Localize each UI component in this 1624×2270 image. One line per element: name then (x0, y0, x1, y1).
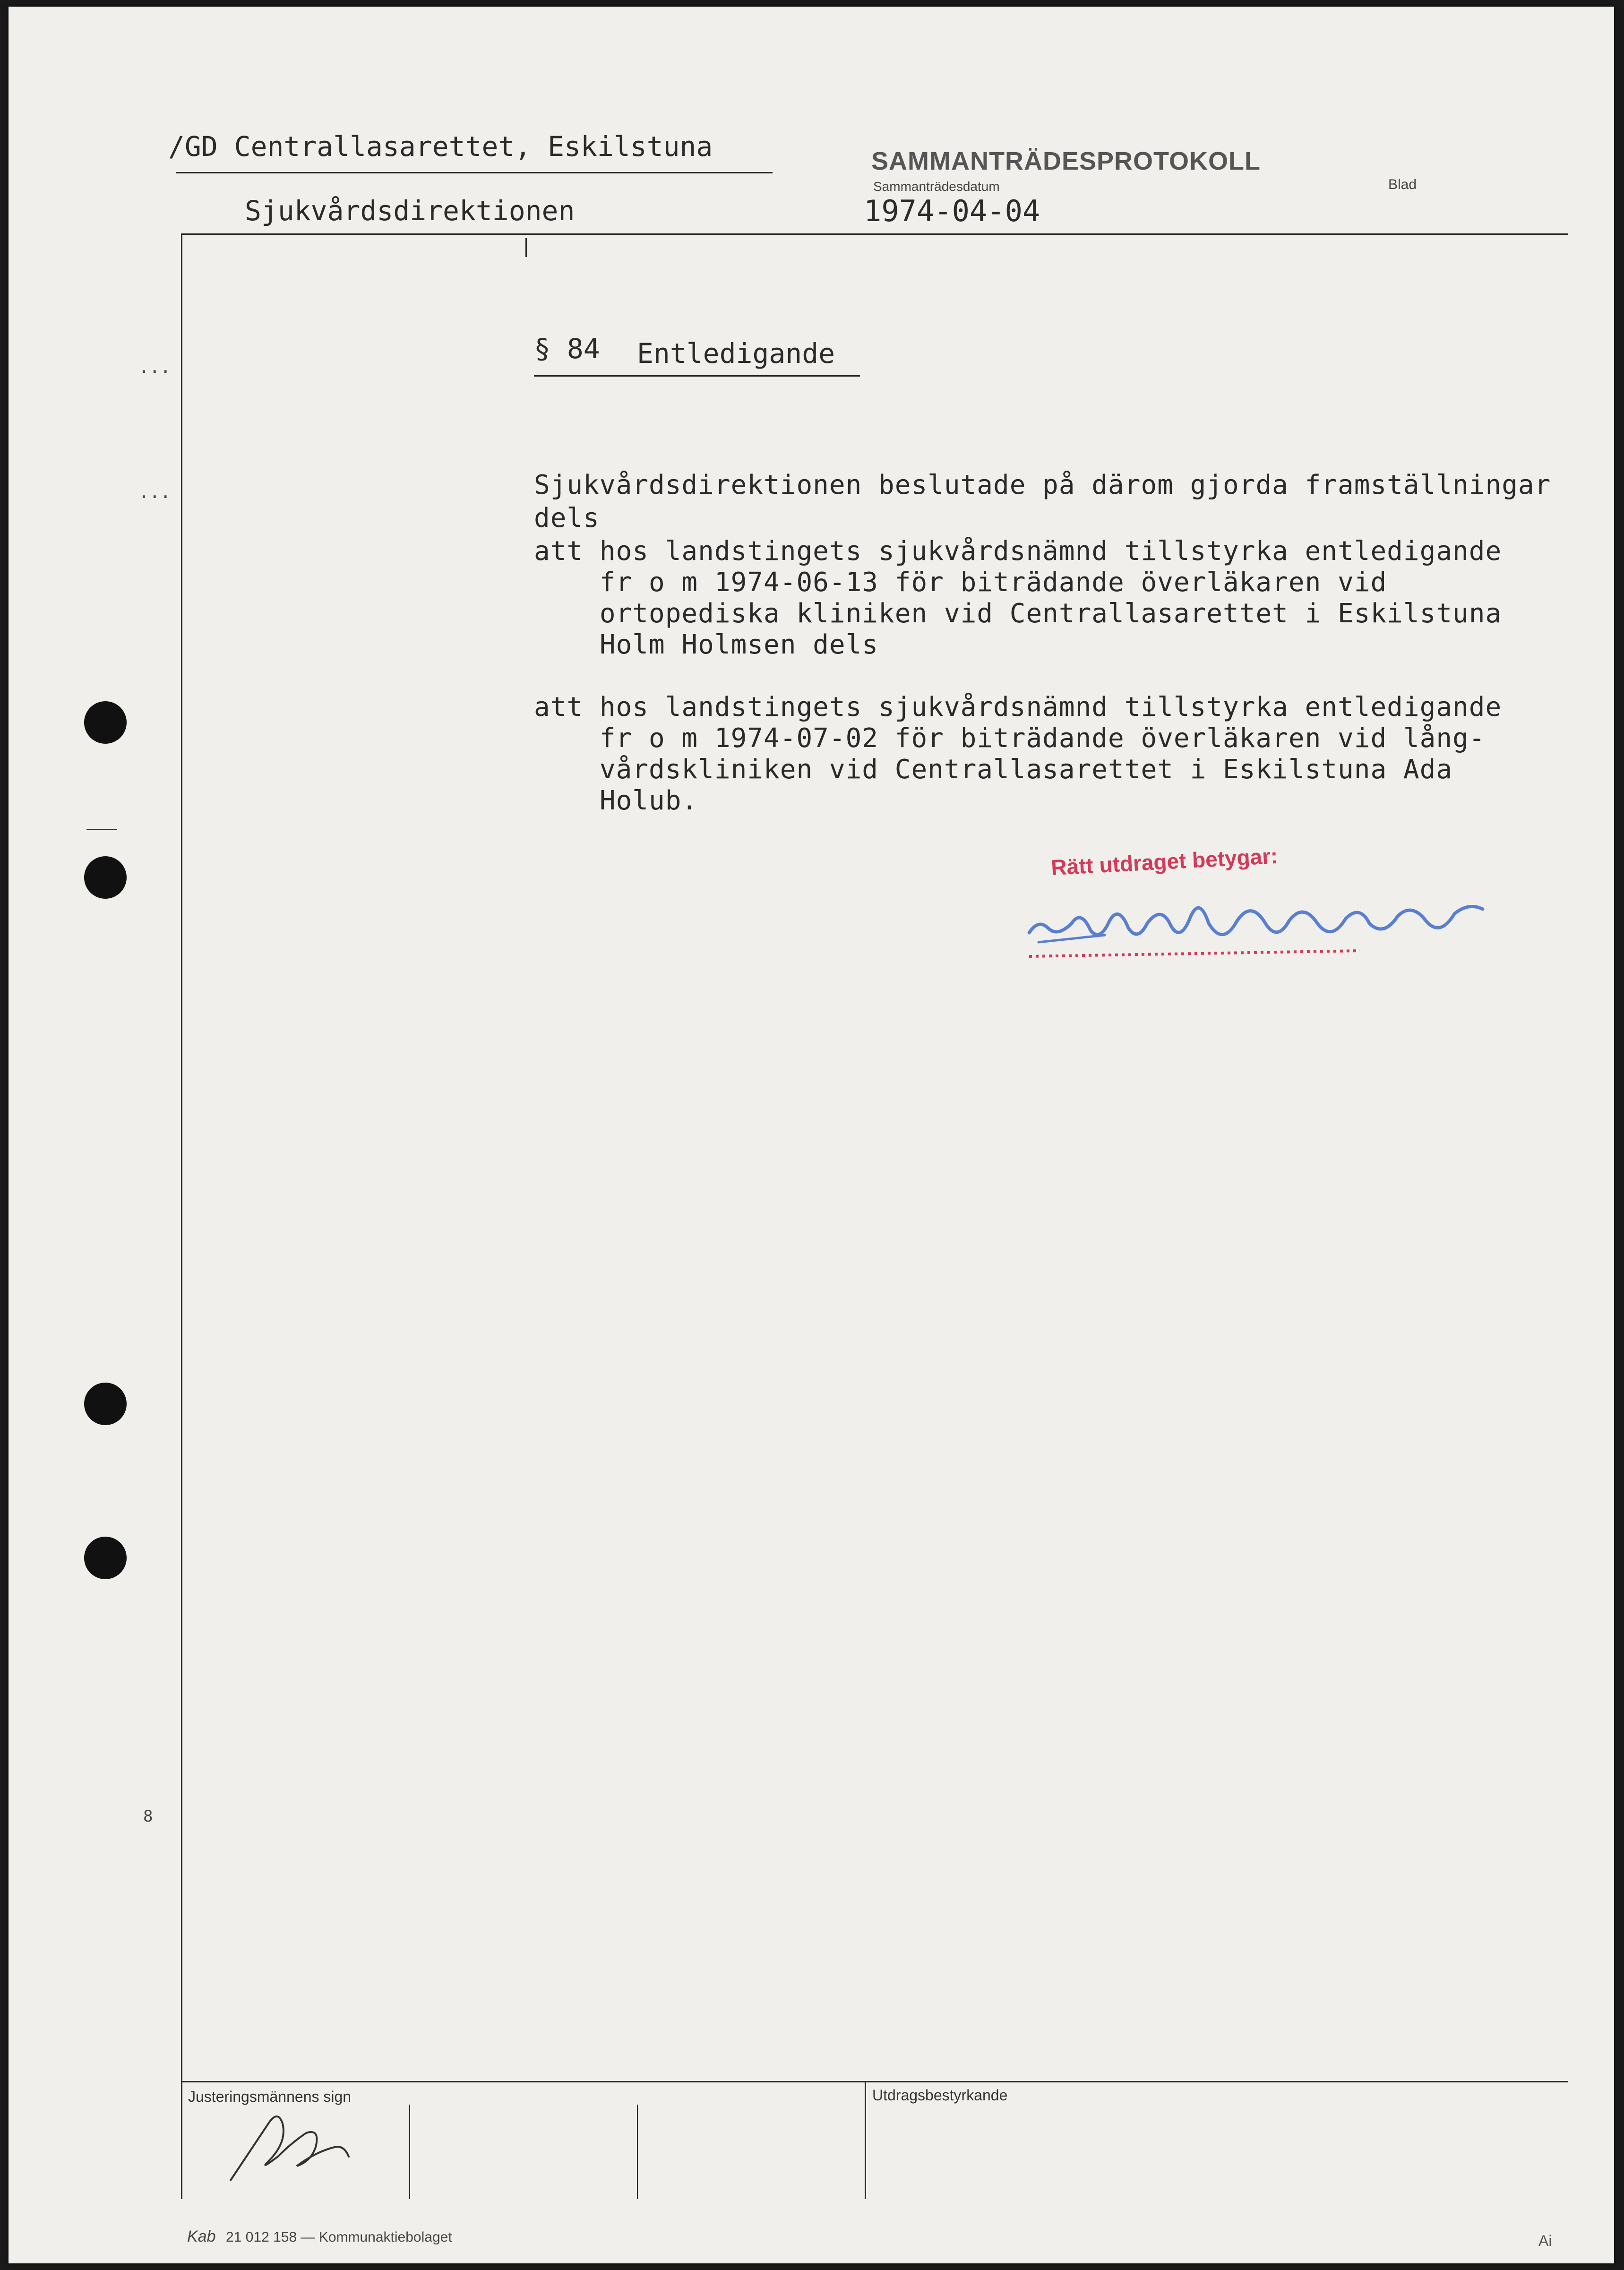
signature-flourish (1039, 935, 1105, 942)
stamp-signature (1020, 876, 1539, 971)
footer-divider-2 (637, 2105, 638, 2199)
footer-rule (181, 2081, 1568, 2082)
section-title: Entledigande (637, 337, 835, 370)
margin-number: 8 (143, 1807, 153, 1826)
organisation-underline (176, 172, 773, 173)
margin-dots: ... (138, 482, 171, 502)
extract-certification-label: Utdragsbestyrkande (872, 2087, 1008, 2104)
initials-stroke (231, 2116, 349, 2180)
signature-stroke (1029, 906, 1483, 935)
header-tick (525, 238, 527, 257)
department-name: Sjukvårdsdirektionen (245, 195, 575, 227)
body-line: att hos landstingets sjukvårdsnämnd tillstyrka entledigande (534, 536, 1502, 567)
header-rule (181, 233, 1568, 235)
footer-divider-1 (409, 2105, 410, 2199)
body-line: fr o m 1974-06-13 för biträdande överläkaren vid (534, 567, 1387, 598)
corner-mark: Ai (1538, 2232, 1552, 2249)
margin-dots: ... (138, 356, 171, 377)
adjusters-signature-label: Justeringsmännens sign (188, 2088, 352, 2105)
body-line: att hos landstingets sjukvårdsnämnd tillstyrka entledigande (534, 692, 1502, 722)
sheet-label: Blad (1388, 177, 1417, 192)
document-page (9, 7, 1614, 2263)
body-line: Sjukvårdsdirektionen beslutade på därom gjorda framställningar (534, 470, 1551, 500)
form-code: 21 012 158 — Kommunaktiebolaget (226, 2229, 452, 2245)
punch-hole (84, 1383, 127, 1425)
form-code-prefix: Kab (187, 2227, 216, 2245)
body-line: vårdskliniken vid Centrallasarettet i Eskilstuna Ada (534, 754, 1453, 785)
body-line: dels (534, 503, 600, 533)
body-line: Holub. (534, 785, 698, 816)
stamp-dotted-line (1029, 951, 1360, 956)
meeting-date: 1974-04-04 (864, 194, 1040, 228)
punch-hole (84, 1537, 127, 1579)
body-line: ortopediska kliniken vid Centrallasarettet i Eskilstuna (534, 598, 1502, 629)
adjuster-initials (212, 2105, 391, 2190)
body-line: fr o m 1974-07-02 för biträdande överläkaren vid lång- (534, 723, 1486, 754)
date-label: Sammanträdesdatum (873, 179, 1000, 194)
punch-hole (84, 701, 127, 744)
body-line: Holm Holmsen dels (534, 629, 879, 660)
organisation-name: /GD Centrallasarettet, Eskilstuna (168, 130, 713, 163)
margin-tick (86, 829, 117, 830)
punch-hole (84, 856, 127, 899)
left-margin-rule (181, 233, 182, 2199)
footer-divider-3 (865, 2082, 866, 2199)
section-number: § 84 (534, 333, 600, 365)
section-underline (534, 375, 860, 377)
certification-stamp: Rätt utdraget betygar: (1050, 843, 1279, 880)
form-title: SAMMANTRÄDESPROTOKOLL (871, 147, 1261, 175)
